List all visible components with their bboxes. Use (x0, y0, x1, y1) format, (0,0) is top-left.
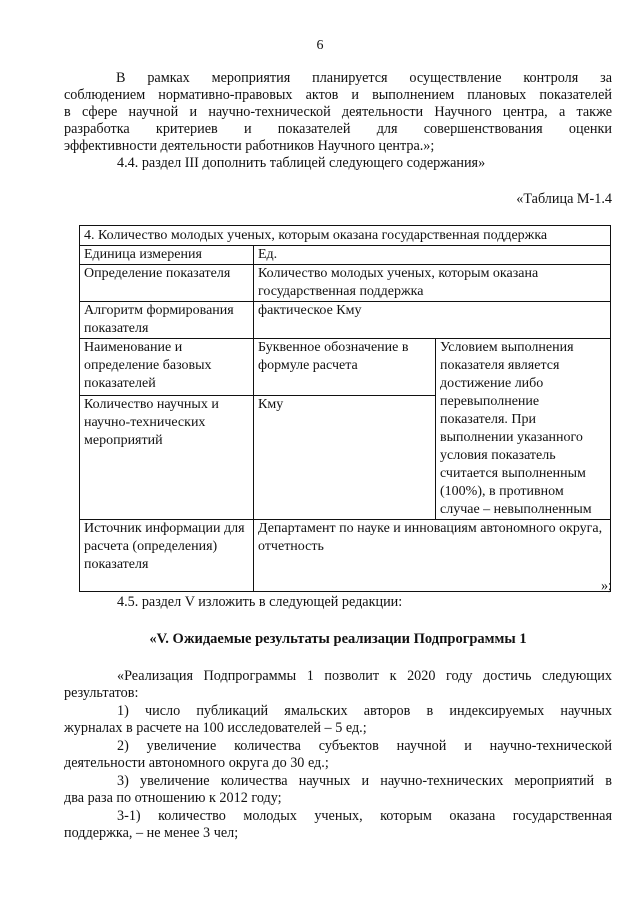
events-symbol: Кму (254, 396, 436, 520)
page-number: 6 (316, 38, 324, 53)
table-header: 4. Количество молодых ученых, которым оказана государственная поддержка (80, 226, 611, 246)
result-3-1-line-2: поддержка, – не менее 3 чел; (64, 825, 239, 841)
intro-line-5: эффективности деятельности работников Научного центра.»; (64, 138, 435, 154)
algorithm-row (80, 302, 611, 339)
section-heading: «V. Ожидаемые результаты реализации Подпрограммы 1 (149, 631, 527, 647)
result-3-1-line-1: 3-1) количество молодых ученых, которым оказана государственная (117, 808, 612, 824)
item-4-4: 4.4. раздел III дополнить таблицей следующего содержания» (117, 155, 486, 171)
result-2-line-1: 2) увеличение количества субъектов научной и научно-технической (117, 738, 612, 754)
result-1-line-2: журналах в расчете на 100 исследователей – 5 ед.; (64, 720, 367, 736)
intro-line-4: разработка критериев и показателей для совершенствования оценки (64, 121, 612, 137)
source-value: Департамент по науке и инновациям автономного округа, отчетность (254, 520, 611, 592)
indicator-table (79, 225, 611, 592)
table-caption: «Таблица М-1.4 (516, 191, 612, 207)
unit-value: Ед. (254, 246, 611, 265)
results-intro-line-1: «Реализация Подпрограммы 1 позволит к 2020 году достичь следующих (117, 668, 612, 684)
result-3-line-1: 3) увеличение количества научных и научно-технических мероприятий в (117, 773, 612, 789)
definition-value: Количество молодых ученых, которым оказана государственная поддержка (254, 265, 611, 302)
algorithm-value: фактическое Кму (254, 302, 611, 339)
result-1-line-1: 1) число публикаций ямальских авторов в индексируемых научных (117, 703, 612, 719)
result-2-line-2: деятельности автономного округа до 30 ед.; (64, 755, 329, 771)
item-4-5: 4.5. раздел V изложить в следующей редакции: (117, 594, 403, 610)
algorithm-label: Алгоритм формирования показателя (80, 302, 254, 339)
letter-designation-label: Буквенное обозначение в формуле расчета (254, 339, 436, 396)
intro-line-3: в сфере научной и научно-технической деятельности Научного центра, а также (64, 104, 612, 120)
table-header-row (80, 226, 611, 246)
base-indicators-row (80, 339, 611, 396)
intro-line-2: соблюдением нормативно-правовых актов и выполнением плановых показателей (64, 87, 612, 103)
definition-label: Определение показателя (80, 265, 254, 302)
source-label: Источник информации для расчета (определения) показателя (80, 520, 254, 592)
result-3-line-2: два раза по отношению к 2012 году; (64, 790, 282, 806)
unit-row (80, 246, 611, 265)
table-end-mark: »; (600, 578, 612, 594)
base-indicators-label: Наименование и определение базовых показателей (80, 339, 254, 396)
intro-line-1: В рамках мероприятия планируется осуществление контроля за (116, 70, 612, 86)
completion-condition: Условием выполнения показателя является достижение либо перевыполнение показателя. При выполнении указанного условия показатель считается выполненным (100%), в противном случае – невыполненным (436, 339, 611, 520)
unit-label: Единица измерения (80, 246, 254, 265)
events-label: Количество научных и научно-технических мероприятий (80, 396, 254, 520)
definition-row (80, 265, 611, 302)
results-intro-line-2: результатов: (64, 685, 139, 701)
